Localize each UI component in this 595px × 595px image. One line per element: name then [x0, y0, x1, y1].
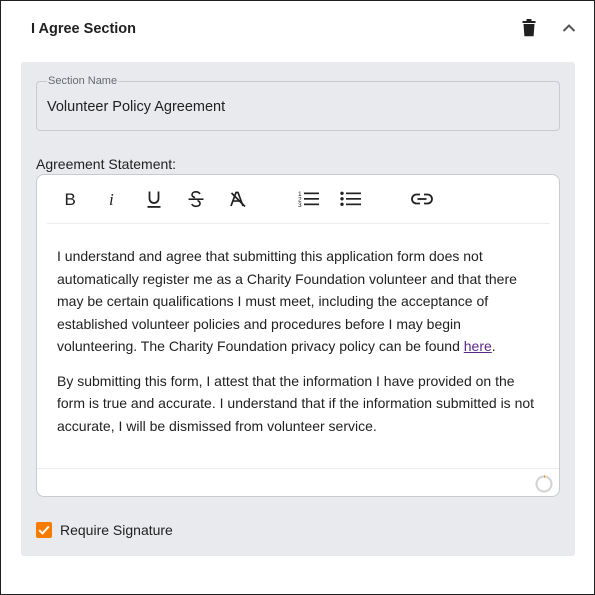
link-icon	[411, 193, 433, 205]
underline-button[interactable]	[142, 187, 166, 211]
underline-icon	[146, 190, 162, 209]
section-header	[1, 1, 594, 59]
agreement-statement-label: Agreement Statement:	[36, 156, 177, 172]
svg-text:B: B	[64, 191, 76, 207]
editor-footer	[37, 468, 559, 496]
character-counter-icon	[535, 475, 553, 493]
section-name-label: Section Name	[48, 75, 118, 87]
italic-button[interactable]	[100, 187, 124, 211]
delete-section-button[interactable]	[517, 16, 541, 40]
svg-text:1: 1	[298, 191, 302, 198]
agreement-paragraph-1: I understand and agree that submitting this application form does not automatically register me as a Charity Foundation volunteer and that there may be certain qualifications I must meet, including the acceptance of established volunteer policies and procedures before I may begin volunteering. The Charity Foundation privacy policy can be found here.	[57, 248, 517, 354]
clear-format-icon	[229, 190, 247, 208]
section-title: I Agree Section	[31, 21, 137, 37]
svg-text:i: i	[109, 191, 114, 207]
bullet-list-button[interactable]	[339, 187, 363, 211]
strikethrough-icon	[187, 190, 205, 208]
editor-toolbar	[47, 175, 550, 224]
bold-icon	[63, 191, 77, 207]
ordered-list-icon	[298, 190, 320, 208]
require-signature-row	[36, 520, 173, 540]
section-name-field	[36, 75, 560, 131]
svg-text:3: 3	[298, 202, 302, 208]
section-name-input[interactable]	[47, 96, 547, 118]
collapse-section-button[interactable]	[557, 16, 581, 40]
require-signature-checkbox[interactable]	[36, 522, 52, 538]
agreement-text-area[interactable]	[57, 245, 537, 449]
svg-text:2: 2	[298, 196, 302, 204]
insert-link-button[interactable]	[410, 187, 434, 211]
clear-formatting-button[interactable]	[226, 187, 250, 211]
section-body	[21, 62, 575, 556]
bold-button[interactable]	[58, 187, 82, 211]
ordered-list-button[interactable]	[297, 187, 321, 211]
italic-icon	[105, 191, 119, 207]
checkmark-icon	[38, 525, 50, 535]
agreement-paragraph-2: By submitting this form, I attest that the information I have provided on the form is true and accurate. I understand that if the information submitted is not accurate, I will be dismissed from volunteer service.	[57, 372, 535, 434]
require-signature-label: Require Signature	[60, 522, 173, 538]
strikethrough-button[interactable]	[184, 187, 208, 211]
bullet-list-icon	[340, 190, 362, 208]
chevron-up-icon	[562, 23, 576, 33]
agreement-editor	[36, 174, 560, 497]
privacy-policy-link[interactable]: here	[463, 338, 492, 354]
trash-icon	[521, 19, 537, 37]
